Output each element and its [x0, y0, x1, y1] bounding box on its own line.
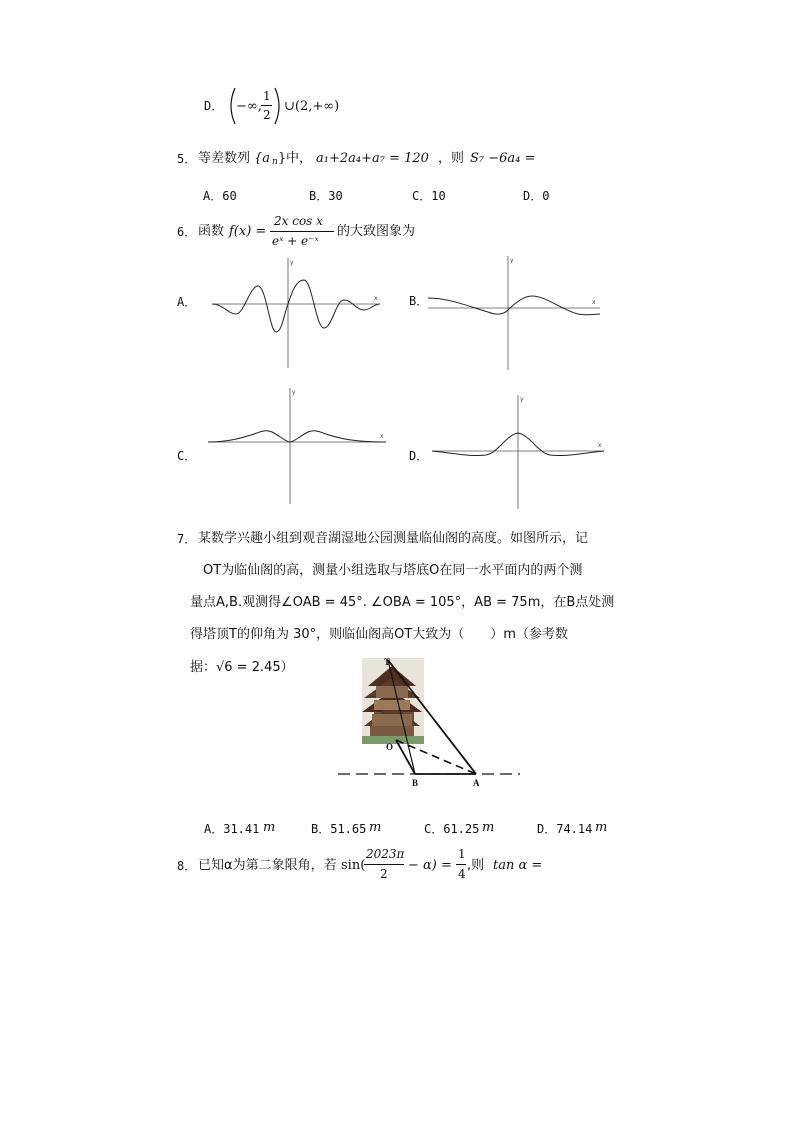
- q6-graph-c: [208, 388, 386, 504]
- q7-option-a-unit: m: [263, 820, 276, 835]
- q5-option-d: D．0: [523, 189, 550, 203]
- q8-frac-num: 2023π: [366, 847, 405, 861]
- q5-option-b: B．30: [309, 189, 343, 203]
- q6-graph-a: [208, 258, 380, 368]
- q7-option-c: C．61.25: [424, 822, 480, 836]
- q5-seq-sub: n: [272, 157, 278, 167]
- q5-seq: {a: [254, 151, 271, 166]
- q8-rhs-den: 4: [458, 867, 466, 881]
- q6-text-b: 的大致图象为: [337, 224, 416, 239]
- q5-target: S₇ −6a₄ =: [470, 151, 536, 166]
- svg-text:y: y: [292, 389, 296, 396]
- q6-frac-bar: [270, 231, 334, 232]
- q5-condition: a₁+2a₄+a₇ = 120: [316, 151, 429, 166]
- q8-number: 8．: [177, 859, 197, 873]
- q7-option-b: B．51.65: [311, 822, 367, 836]
- q8-text-a: 已知α为第二象限角，若: [198, 858, 337, 873]
- q8-sin: sin(: [341, 858, 366, 873]
- q6-graph-c-label: C．: [177, 449, 197, 463]
- q7-option-c-unit: m: [482, 820, 495, 835]
- fig-label-a: A: [473, 778, 480, 788]
- q8-rhs-num: 1: [458, 847, 466, 861]
- q8-minus: − α) =: [408, 858, 452, 873]
- q4-expr-open: −∞,: [236, 99, 262, 114]
- q7-line-2: OT为临仙阁的高，测量小组选取与塔底O在同一水平面内的两个测: [203, 563, 583, 578]
- q7-option-a: A．31.41: [204, 822, 260, 836]
- q6-graph-d: [432, 395, 604, 509]
- q4-frac-num: 1: [263, 89, 271, 103]
- q7-option-d: D．74.14: [537, 822, 593, 836]
- q4-right-paren: [272, 86, 284, 126]
- svg-text:x: x: [380, 433, 384, 440]
- svg-text:y: y: [520, 396, 524, 403]
- q6-graph-d-label: D．: [409, 449, 429, 463]
- q7-number: 7．: [177, 532, 197, 546]
- q5-option-a: A．60: [203, 189, 237, 203]
- svg-text:x: x: [592, 299, 596, 306]
- q7-line-3: 量点A,B.观测得∠OAB = 45°. ∠OBA = 105°，AB = 75m，在B点处测: [190, 595, 615, 610]
- q8-text-b: ,则: [467, 858, 485, 873]
- q6-func: f(x) =: [229, 224, 267, 239]
- q5-option-c: C．10: [412, 189, 446, 203]
- q4-option-d-label: D．: [204, 99, 224, 113]
- q6-number: 6．: [177, 225, 197, 239]
- svg-text:y: y: [510, 257, 514, 264]
- svg-text:x: x: [598, 442, 602, 449]
- q5-text-c: ，则: [438, 151, 465, 166]
- q4-frac-bar: [261, 105, 272, 106]
- q4-union: ∪(2,+∞): [284, 99, 340, 114]
- q7-line-1: 某数学兴趣小组到观音湖湿地公园测量临仙阁的高度。如图所示，记: [198, 531, 589, 546]
- q7-line-4: 得塔顶T的仰角为 30°，则临仙阁高OT大致为（ ）m（参考数: [190, 627, 568, 642]
- q6-graph-b: [428, 256, 600, 370]
- svg-text:x: x: [374, 295, 378, 302]
- q6-frac-num: 2x cos x: [274, 214, 323, 228]
- fig-label-b: B: [412, 778, 419, 788]
- q7-option-b-unit: m: [369, 820, 382, 835]
- q7-option-d-unit: m: [595, 820, 608, 835]
- q6-frac-den: eˣ + e⁻ˣ: [272, 234, 319, 248]
- q5-seq-close: }: [278, 151, 287, 166]
- q8-tan: tan α =: [493, 858, 543, 873]
- q8-rhs-bar: [456, 864, 466, 865]
- q8-frac-bar: [364, 864, 404, 865]
- q7-figure: [334, 656, 524, 791]
- q5-number: 5．: [177, 152, 197, 166]
- q6-text-a: 函数: [198, 224, 225, 239]
- q4-frac-den: 2: [263, 108, 271, 122]
- pagoda-image: [362, 658, 424, 744]
- q5-text-b: 中，: [286, 151, 313, 166]
- q7-line-5: 据：√6 = 2.45）: [190, 660, 294, 675]
- fig-label-o: O: [386, 742, 394, 752]
- svg-text:y: y: [290, 259, 294, 266]
- q6-graph-a-label: A．: [177, 295, 197, 309]
- fig-label-t: T: [384, 657, 391, 667]
- q5-text-a: 等差数列: [198, 151, 251, 166]
- q8-frac-den: 2: [380, 867, 388, 881]
- q6-graph-b-label: B．: [409, 294, 429, 308]
